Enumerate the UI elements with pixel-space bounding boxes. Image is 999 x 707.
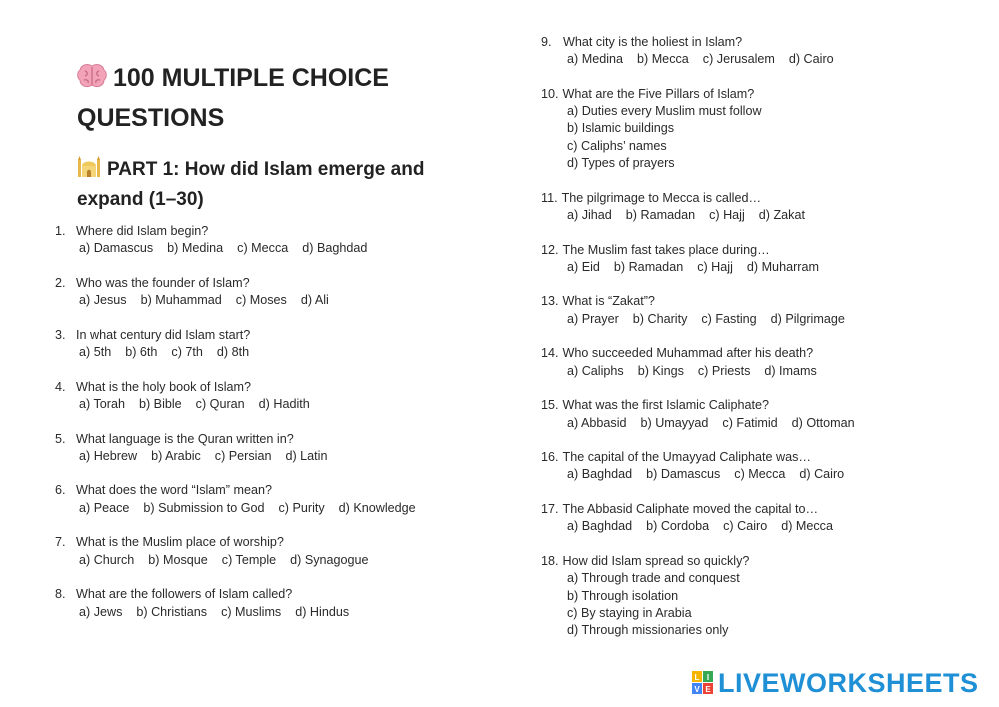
answer-options: a) Caliphs b) Kings c) Priests d) Imams [567, 363, 817, 378]
question-item [55, 379, 495, 414]
answer-options: a) Through trade and conquest [567, 571, 740, 586]
question-item [541, 190, 981, 225]
answer-options: a) Abbasid b) Umayyad c) Fatimid d) Ottoman [567, 415, 855, 430]
answer-options: d) Through missionaries only [567, 623, 729, 638]
question-text [55, 431, 495, 448]
svg-text:V: V [694, 685, 700, 694]
question-prompt: What city is the holiest in Islam? [563, 35, 743, 49]
question-item [541, 86, 981, 172]
question-number: 3. [55, 327, 66, 342]
title-text: 100 MULTIPLE CHOICE QUESTIONS [77, 64, 389, 132]
question-item [55, 586, 495, 621]
question-prompt: What is the Muslim place of worship? [76, 535, 284, 550]
question-prompt: What is “Zakat”? [562, 294, 655, 309]
question-number: 11. [541, 190, 558, 205]
answer-options: a) Jews b) Christians c) Muslims d) Hindus [79, 604, 350, 619]
question-text [55, 223, 495, 240]
question-prompt: The Abbasid Caliphate moved the capital to… [562, 502, 819, 517]
question-item [541, 501, 981, 536]
question-prompt: In what century did Islam start? [76, 327, 251, 342]
answer-options: a) Peace b) Submission to God c) Purity d) Knowledge [79, 500, 416, 515]
question-item [541, 242, 981, 277]
question-text [541, 345, 981, 362]
svg-text:E: E [705, 685, 711, 694]
question-text [541, 501, 981, 518]
question-number: 12. [541, 242, 559, 257]
answer-options: a) Medina b) Mecca c) Jerusalem d) Cairo [567, 52, 834, 67]
question-text [55, 482, 495, 499]
answer-options: b) Islamic buildings [567, 121, 675, 136]
question-text [541, 293, 981, 310]
question-number: 16. [541, 450, 559, 465]
question-item [541, 34, 981, 69]
question-number: 18. [541, 553, 559, 568]
answer-options: a) Duties every Muslim must follow [567, 104, 762, 119]
question-prompt: The capital of the Umayyad Caliphate was… [562, 450, 812, 465]
answer-options: a) Damascus b) Medina c) Mecca d) Baghdad [79, 241, 368, 256]
question-number: 15. [541, 398, 559, 413]
answer-options: d) Types of prayers [567, 156, 675, 171]
question-text [541, 34, 981, 51]
answer-options: a) Baghdad b) Cordoba c) Cairo d) Mecca [567, 519, 833, 534]
questions-column-left [55, 223, 495, 638]
question-item [541, 553, 981, 639]
question-prompt: What are the followers of Islam called? [76, 587, 293, 602]
question-text [55, 275, 495, 292]
question-prompt: What language is the Quran written in? [76, 431, 294, 446]
question-item [541, 397, 981, 432]
question-text [55, 379, 495, 396]
question-number: 17. [541, 502, 559, 517]
question-item [55, 482, 495, 517]
question-text [541, 242, 981, 259]
question-text [55, 586, 495, 603]
question-item [55, 534, 495, 569]
liveworksheets-badge-icon [692, 671, 714, 695]
question-prompt: Who succeeded Muhammad after his death? [562, 346, 814, 361]
questions-column-right [541, 34, 981, 657]
question-number: 14. [541, 346, 559, 361]
question-number: 1. [55, 224, 66, 238]
answer-options: c) Caliphs’ names [567, 138, 667, 153]
brain-icon [77, 63, 107, 100]
question-number: 2. [55, 275, 66, 290]
question-item [55, 275, 495, 310]
question-item [541, 345, 981, 380]
question-number: 8. [55, 587, 66, 602]
question-text [541, 449, 981, 466]
question-text [541, 86, 981, 103]
answer-options: a) Eid b) Ramadan c) Hajj d) Muharram [567, 259, 819, 274]
answer-options: a) Jesus b) Muhammad c) Moses d) Ali [79, 293, 329, 308]
question-prompt: How did Islam spread so quickly? [562, 553, 750, 568]
question-item [55, 431, 495, 466]
part-title [77, 154, 477, 213]
answer-options: a) Prayer b) Charity c) Fasting d) Pilgrimage [567, 311, 845, 326]
question-prompt: What are the Five Pillars of Islam? [562, 86, 755, 101]
question-number: 6. [55, 483, 66, 498]
liveworksheets-logo [692, 668, 979, 698]
answer-options: c) By staying in Arabia [567, 605, 692, 620]
answer-options: a) Baghdad b) Damascus c) Mecca d) Cairo [567, 467, 845, 482]
worksheet-title [77, 60, 477, 137]
question-prompt: Where did Islam begin? [76, 224, 209, 238]
question-text [541, 397, 981, 414]
question-number: 13. [541, 294, 559, 309]
question-text [55, 534, 495, 551]
mosque-icon [77, 154, 101, 186]
answer-options: a) Hebrew b) Arabic c) Persian d) Latin [79, 448, 328, 463]
answer-options: a) Torah b) Bible c) Quran d) Hadith [79, 396, 310, 411]
question-prompt: What was the first Islamic Caliphate? [562, 398, 769, 413]
question-item [55, 223, 495, 258]
answer-options: a) 5th b) 6th c) 7th d) 8th [79, 345, 250, 360]
question-prompt: The pilgrimage to Mecca is called… [561, 190, 762, 205]
question-prompt: Who was the founder of Islam? [76, 275, 250, 290]
question-number: 9. [541, 35, 552, 49]
answer-options: a) Jihad b) Ramadan c) Hajj d) Zakat [567, 207, 805, 222]
question-number: 5. [55, 431, 66, 446]
question-prompt: What does the word “Islam” mean? [76, 483, 272, 498]
question-text [541, 190, 981, 207]
part-title-text: PART 1: How did Islam emerge and expand (1–30) [77, 159, 425, 210]
logo-text: LIVEWORKSHEETS [718, 668, 979, 698]
question-number: 4. [55, 379, 66, 394]
question-item [55, 327, 495, 362]
question-prompt: What is the holy book of Islam? [76, 379, 251, 394]
answer-options: b) Through isolation [567, 588, 679, 603]
question-item [541, 449, 981, 484]
svg-text:L: L [694, 673, 700, 682]
question-number: 7. [55, 535, 66, 550]
question-prompt: The Muslim fast takes place during… [562, 242, 770, 257]
question-text [541, 553, 981, 570]
svg-text:I: I [706, 673, 710, 682]
question-text [55, 327, 495, 344]
question-item [541, 293, 981, 328]
answer-options: a) Church b) Mosque c) Temple d) Synagogue [79, 552, 369, 567]
question-number: 10. [541, 86, 559, 101]
